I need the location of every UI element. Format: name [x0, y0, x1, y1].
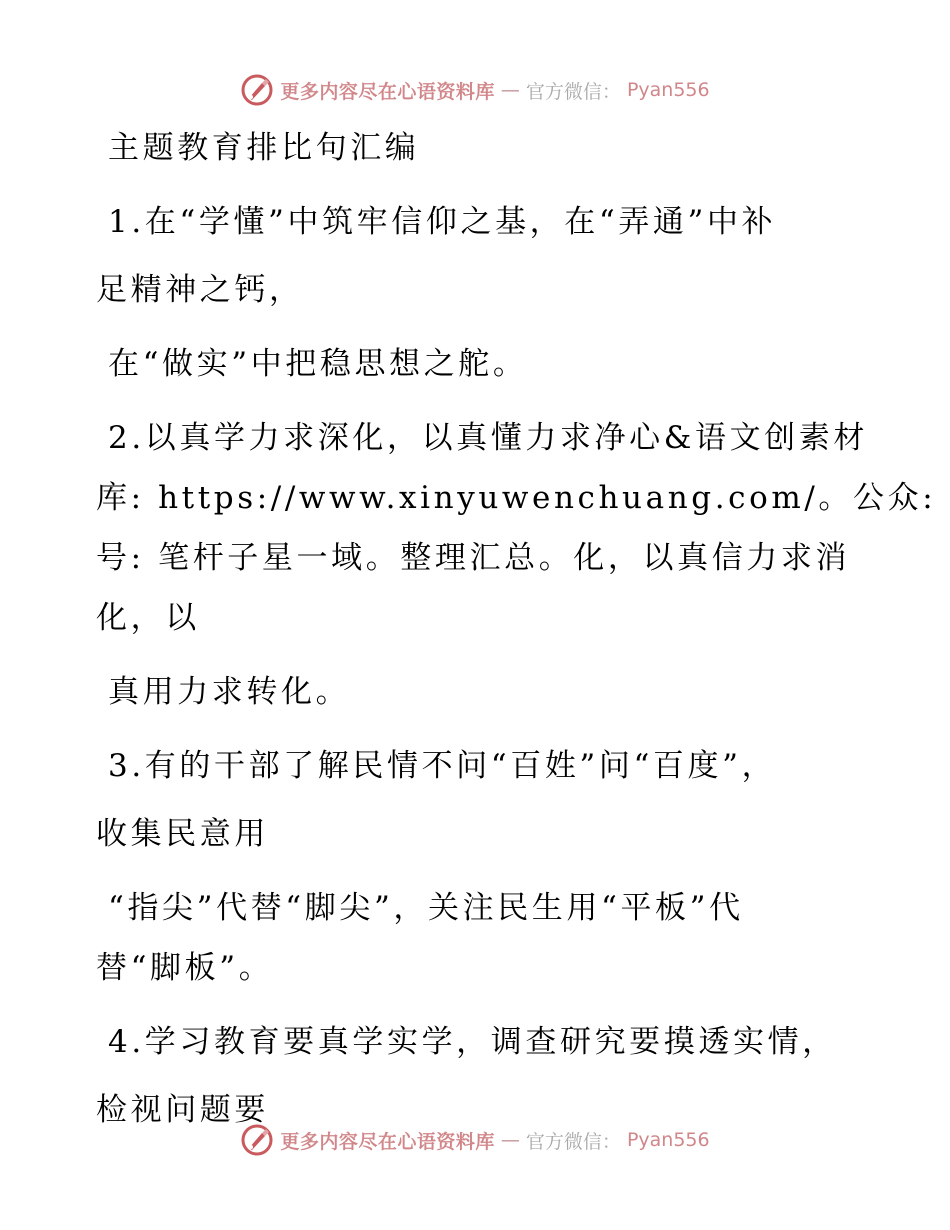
pen-logo-icon: [240, 1123, 274, 1157]
text-line: 2.以真学力求深化，以真懂力求净心&语文创素材: [108, 420, 868, 456]
text-line: 收集民意用: [96, 816, 269, 852]
watermark-wechat-id: Pyan556: [626, 1129, 710, 1151]
document-body: [96, 118, 937, 1140]
watermark-wechat-label: 官方微信：: [525, 80, 621, 103]
pen-logo-icon: [240, 73, 274, 107]
text-line: 4.学习教育要真学实学，调查研究要摸透实情，: [108, 1024, 837, 1060]
watermark-text: 更多内容尽在心语资料库: [280, 80, 495, 103]
document-title: 主题教育排比句汇编: [108, 130, 420, 166]
text-line: “指尖”代替“脚尖”，关注民生用“平板”代: [108, 890, 744, 926]
text-line: 1.在“学懂”中筑牢信仰之基，在“弄通”中补: [108, 204, 777, 240]
watermark-dash: —: [500, 79, 520, 101]
watermark-text: 更多内容尽在心语资料库: [280, 1130, 495, 1153]
text-line: 号: 笔杆子星一域。整理汇总。化，以真信力求消: [96, 540, 851, 576]
text-line: 在“做实”中把稳思想之舵。: [108, 346, 528, 382]
text-line: 库: https://www.xinyuwenchuang.com/。公众:: [96, 480, 937, 516]
text-line: 替“脚板”。: [96, 950, 274, 986]
watermark-dash: —: [500, 1129, 520, 1151]
text-line: 检视问题要: [96, 1092, 269, 1128]
header-watermark: [0, 70, 950, 110]
text-line: 3.有的干部了解民情不问“百姓”问“百度”，: [108, 748, 777, 784]
text-line: 真用力求转化。: [108, 674, 351, 710]
text-line: 足精神之钙，: [96, 272, 304, 308]
watermark-wechat-id: Pyan556: [626, 79, 710, 101]
footer-watermark: [0, 1120, 950, 1160]
text-line: 化，以: [96, 600, 200, 636]
watermark-wechat-label: 官方微信：: [525, 1130, 621, 1153]
